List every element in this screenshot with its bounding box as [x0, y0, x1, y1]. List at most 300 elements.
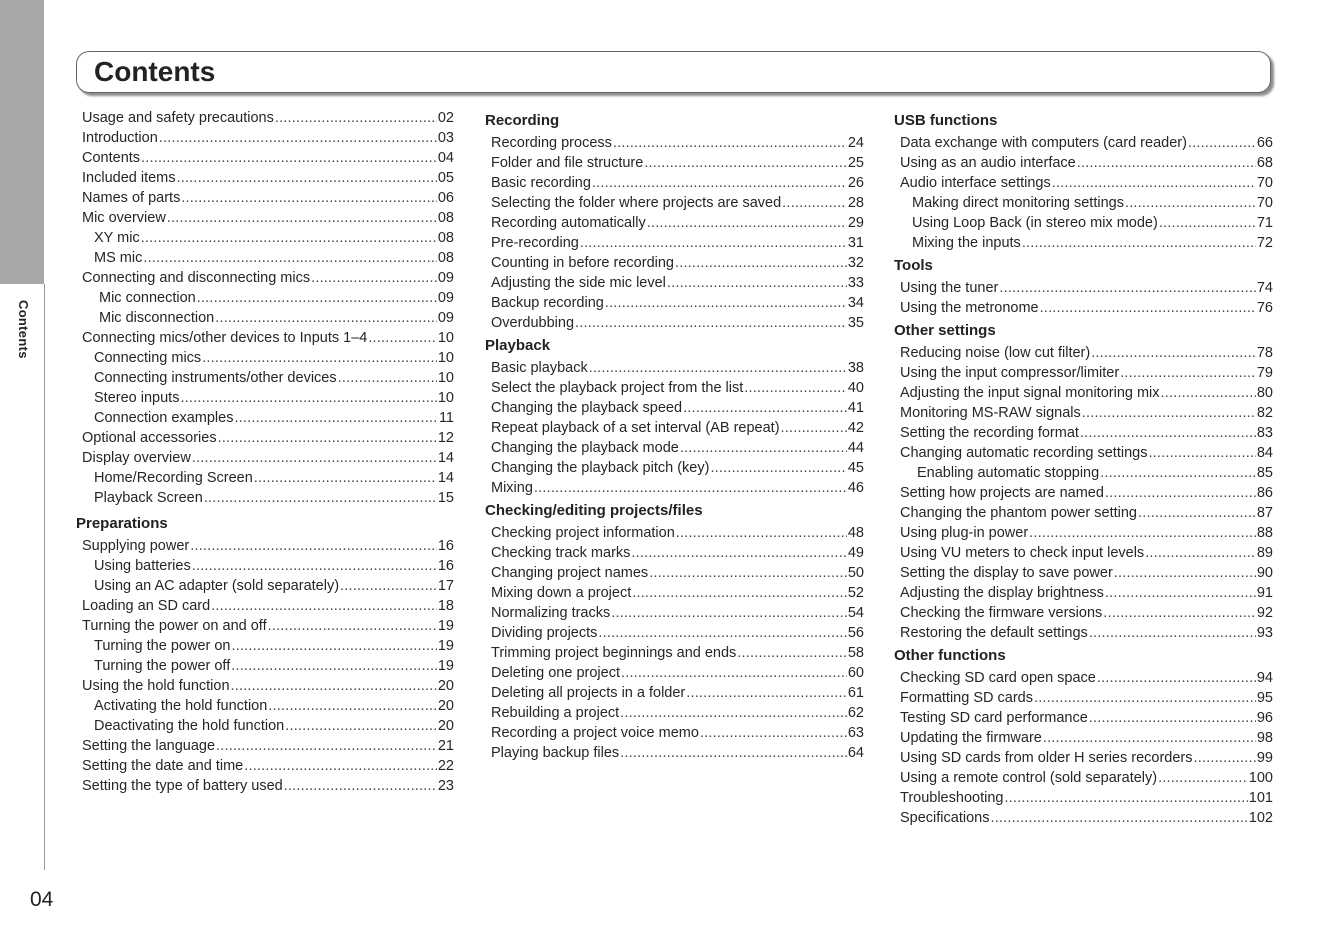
toc-entry-title: Using the hold function [82, 678, 230, 694]
toc-entry[interactable] [485, 525, 864, 545]
toc-entry-title: Using the tuner [900, 280, 999, 296]
toc-entry[interactable] [76, 558, 454, 578]
dot-leader [1004, 790, 1247, 806]
toc-entry-page: 16 [437, 538, 454, 554]
toc-entry[interactable] [485, 275, 864, 295]
toc-entry[interactable] [485, 625, 864, 645]
toc-entry-page: 86 [1256, 485, 1273, 501]
toc-entry[interactable] [485, 400, 864, 420]
toc-entry-title: Setting the language [82, 738, 216, 754]
toc-entry-page: 18 [437, 598, 454, 614]
toc-entry[interactable] [894, 485, 1273, 505]
toc-entry[interactable] [76, 330, 454, 350]
toc-entry-page: 74 [1256, 280, 1273, 296]
dot-leader [611, 605, 847, 621]
dot-leader [244, 758, 437, 774]
dot-leader [605, 295, 847, 311]
toc-entry[interactable] [76, 490, 454, 510]
toc-entry-title: Checking the firmware versions [900, 605, 1103, 621]
toc-entry[interactable] [485, 135, 864, 155]
dot-leader [204, 490, 437, 506]
dot-leader [159, 130, 437, 146]
toc-entry-title: Playback Screen [94, 490, 203, 506]
dot-leader [1148, 445, 1255, 461]
dot-leader [999, 280, 1256, 296]
toc-entry-page: 19 [437, 618, 454, 634]
toc-entry[interactable] [76, 190, 454, 210]
toc-entry[interactable] [894, 810, 1273, 830]
toc-entry-title: Rebuilding a project [491, 705, 620, 721]
dot-leader [218, 430, 437, 446]
toc-entry-title: Activating the hold function [94, 698, 268, 714]
toc-entry[interactable] [76, 350, 454, 370]
toc-entry-title: Connecting and disconnecting mics [82, 270, 311, 286]
toc-entry[interactable] [76, 150, 454, 170]
toc-entry-page: 71 [1256, 215, 1273, 231]
toc-entry-title: Playing backup files [491, 745, 620, 761]
dot-leader [181, 190, 437, 206]
dot-leader [675, 255, 847, 271]
toc-entry-title: Turning the power on and off [82, 618, 267, 634]
toc-entry[interactable] [485, 585, 864, 605]
toc-entry[interactable] [894, 405, 1273, 425]
section-heading: Preparations [76, 515, 168, 532]
dot-leader [1105, 485, 1256, 501]
dot-leader [1105, 585, 1256, 601]
dot-leader [141, 150, 437, 166]
toc-entry-page: 08 [437, 210, 454, 226]
toc-entry[interactable] [894, 525, 1273, 545]
toc-entry-page: 40 [847, 380, 864, 396]
toc-entry-title: Changing the playback speed [491, 400, 683, 416]
toc-entry-page: 31 [847, 235, 864, 251]
toc-entry-page: 70 [1256, 195, 1273, 211]
toc-entry-title: Deleting one project [491, 665, 620, 681]
toc-entry-page: 60 [847, 665, 864, 681]
toc-entry-title: Using an AC adapter (sold separately) [94, 578, 340, 594]
dot-leader [215, 310, 437, 326]
section-heading: Tools [894, 257, 933, 274]
dot-leader [710, 460, 846, 476]
toc-entry-page: 93 [1256, 625, 1273, 641]
toc-entry[interactable] [485, 215, 864, 235]
dot-leader [143, 250, 437, 266]
toc-entry[interactable] [894, 365, 1273, 385]
toc-entry-page: 02 [437, 110, 454, 126]
toc-entry[interactable] [485, 420, 864, 440]
toc-entry-title: MS mic [94, 250, 143, 266]
dot-leader [285, 718, 437, 734]
toc-entry-page: 09 [437, 290, 454, 306]
toc-entry-page: 03 [437, 130, 454, 146]
dot-leader [700, 725, 847, 741]
toc-entry[interactable] [894, 175, 1273, 195]
toc-entry-page: 08 [437, 230, 454, 246]
dot-leader [744, 380, 847, 396]
toc-entry-page: 33 [847, 275, 864, 291]
dot-leader [613, 135, 847, 151]
toc-entry-title: Connection examples [94, 410, 234, 426]
dot-leader [268, 698, 437, 714]
toc-entry-title: Mic disconnection [99, 310, 215, 326]
dot-leader [1022, 235, 1256, 251]
toc-entry-page: 76 [1256, 300, 1273, 316]
toc-entry[interactable] [76, 578, 454, 598]
toc-entry-page: 84 [1256, 445, 1273, 461]
toc-entry-title: Using Loop Back (in stereo mix mode) [912, 215, 1158, 231]
dot-leader [1158, 770, 1248, 786]
toc-entry[interactable] [76, 130, 454, 150]
toc-entry[interactable] [485, 360, 864, 380]
toc-entry-page: 21 [437, 738, 454, 754]
toc-entry[interactable] [485, 235, 864, 255]
toc-entry-title: Restoring the default settings [900, 625, 1088, 641]
toc-entry-page: 49 [847, 545, 864, 561]
toc-entry-title: Mixing the inputs [912, 235, 1021, 251]
toc-entry-page: 12 [437, 430, 454, 446]
toc-entry-title: Changing the playback mode [491, 440, 679, 456]
toc-entry-page: 100 [1248, 770, 1273, 786]
toc-entry-page: 20 [437, 718, 454, 734]
toc-entry-page: 17 [437, 578, 454, 594]
toc-entry[interactable] [894, 565, 1273, 585]
toc-entry[interactable] [76, 270, 454, 290]
toc-entry[interactable] [894, 770, 1273, 790]
toc-entry[interactable] [76, 618, 454, 638]
toc-entry-title: Using a remote control (sold separately) [900, 770, 1158, 786]
toc-entry-title: Adjusting the display brightness [900, 585, 1104, 601]
toc-entry-page: 58 [847, 645, 864, 661]
toc-entry-page: 80 [1256, 385, 1273, 401]
toc-entry[interactable] [894, 545, 1273, 565]
toc-entry[interactable] [485, 295, 864, 315]
toc-entry-title: Backup recording [491, 295, 604, 311]
dot-leader [598, 625, 846, 641]
section-heading: Checking/editing projects/files [485, 502, 703, 519]
toc-entry[interactable] [894, 505, 1273, 525]
dot-leader [667, 275, 847, 291]
toc-entry[interactable] [894, 465, 1273, 485]
toc-entry-page: 04 [437, 150, 454, 166]
toc-entry[interactable] [894, 605, 1273, 625]
dot-leader [781, 420, 847, 436]
dot-leader [202, 350, 437, 366]
toc-entry-title: Mic connection [99, 290, 196, 306]
toc-entry[interactable] [894, 280, 1273, 300]
toc-entry-page: 32 [847, 255, 864, 271]
toc-entry[interactable] [76, 230, 454, 250]
toc-entry[interactable] [894, 710, 1273, 730]
toc-entry[interactable] [76, 638, 454, 658]
dot-leader [284, 778, 437, 794]
toc-entry-page: 35 [847, 315, 864, 331]
dot-leader [1077, 155, 1256, 171]
toc-entry-page: 95 [1256, 690, 1273, 706]
toc-entry[interactable] [894, 300, 1273, 320]
toc-entry[interactable] [76, 370, 454, 390]
toc-entry[interactable] [76, 390, 454, 410]
toc-entry-title: Enabling automatic stopping [917, 465, 1100, 481]
toc-entry-page: 56 [847, 625, 864, 641]
toc-entry[interactable] [76, 678, 454, 698]
toc-entry-title: Supplying power [82, 538, 190, 554]
toc-entry[interactable] [894, 445, 1273, 465]
toc-entry[interactable] [485, 745, 864, 765]
toc-entry-title: Introduction [82, 130, 158, 146]
toc-entry[interactable] [894, 585, 1273, 605]
toc-entry[interactable] [894, 750, 1273, 770]
toc-entry-page: 87 [1256, 505, 1273, 521]
section-heading: Other functions [894, 647, 1006, 664]
toc-entry[interactable] [485, 665, 864, 685]
toc-entry-title: Connecting mics [94, 350, 202, 366]
dot-leader [141, 230, 437, 246]
toc-entry[interactable] [76, 698, 454, 718]
toc-entry[interactable] [76, 430, 454, 450]
toc-entry[interactable] [894, 195, 1273, 215]
toc-entry[interactable] [894, 215, 1273, 235]
dot-leader [1091, 345, 1256, 361]
dot-leader [1080, 425, 1256, 441]
toc-entry[interactable] [485, 645, 864, 665]
toc-entry-title: Using the metronome [900, 300, 1039, 316]
toc-entry-page: 54 [847, 605, 864, 621]
section-heading: Other settings [894, 322, 996, 339]
toc-entry-page: 92 [1256, 605, 1273, 621]
toc-entry[interactable] [485, 175, 864, 195]
dot-leader [649, 565, 847, 581]
dot-leader [680, 440, 847, 456]
toc-entry[interactable] [894, 385, 1273, 405]
toc-entry-page: 42 [847, 420, 864, 436]
toc-entry[interactable] [76, 658, 454, 678]
dot-leader [620, 745, 847, 761]
toc-entry[interactable] [76, 310, 454, 330]
toc-entry-page: 45 [847, 460, 864, 476]
side-tab-label: Contents [16, 300, 31, 359]
toc-entry[interactable] [76, 598, 454, 618]
dot-leader [232, 638, 437, 654]
dot-leader [1194, 750, 1256, 766]
dot-leader [338, 370, 437, 386]
toc-entry[interactable] [894, 135, 1273, 155]
toc-entry-page: 28 [847, 195, 864, 211]
dot-leader [683, 400, 847, 416]
toc-entry-title: Usage and safety precautions [82, 110, 274, 126]
toc-entry-page: 25 [847, 155, 864, 171]
toc-entry-page: 82 [1256, 405, 1273, 421]
toc-entry[interactable] [76, 210, 454, 230]
toc-entry-page: 61 [847, 685, 864, 701]
toc-entry-page: 05 [437, 170, 454, 186]
dot-leader [647, 215, 847, 231]
toc-entry[interactable] [76, 758, 454, 778]
dot-leader [234, 410, 437, 426]
toc-entry[interactable] [485, 460, 864, 480]
toc-entry-page: 72 [1256, 235, 1273, 251]
toc-entry[interactable] [485, 565, 864, 585]
toc-entry-page: 20 [437, 698, 454, 714]
toc-entry[interactable] [894, 155, 1273, 175]
section-heading: USB functions [894, 112, 998, 129]
dot-leader [575, 315, 847, 331]
toc-entry-title: Changing automatic recording settings [900, 445, 1148, 461]
toc-entry[interactable] [894, 625, 1273, 645]
toc-entry-title: Recording automatically [491, 215, 646, 231]
toc-entry-title: Pre-recording [491, 235, 579, 251]
toc-entry[interactable] [76, 170, 454, 190]
toc-entry[interactable] [485, 705, 864, 725]
dot-leader [177, 170, 437, 186]
toc-entry[interactable] [485, 685, 864, 705]
toc-entry-title: Basic recording [491, 175, 591, 191]
toc-entry[interactable] [485, 380, 864, 400]
dot-leader [268, 618, 437, 634]
toc-entry-page: 09 [437, 270, 454, 286]
toc-entry[interactable] [485, 255, 864, 275]
toc-entry-title: Using SD cards from older H series recorders [900, 750, 1193, 766]
toc-entry[interactable] [894, 345, 1273, 365]
dot-leader [534, 480, 847, 496]
toc-entry-title: Formatting SD cards [900, 690, 1033, 706]
toc-entry[interactable] [485, 545, 864, 565]
toc-entry[interactable] [76, 110, 454, 130]
dot-leader [621, 665, 847, 681]
dot-leader [1125, 195, 1256, 211]
toc-entry-title: Deactivating the hold function [94, 718, 285, 734]
toc-entry[interactable] [485, 315, 864, 335]
toc-entry[interactable] [894, 790, 1273, 810]
toc-entry-page: 23 [437, 778, 454, 794]
dot-leader [620, 705, 847, 721]
toc-column-2 [485, 110, 864, 765]
toc-entry[interactable] [894, 690, 1273, 710]
toc-entry-title: XY mic [94, 230, 140, 246]
toc-entry-page: 88 [1256, 525, 1273, 541]
dot-leader [190, 538, 437, 554]
dot-leader [254, 470, 437, 486]
toc-entry-title: Mixing down a project [491, 585, 632, 601]
section-heading: Recording [485, 112, 560, 129]
toc-entry-title: Connecting instruments/other devices [94, 370, 337, 386]
toc-entry-title: Turning the power off [94, 658, 231, 674]
toc-entry-title: Using VU meters to check input levels [900, 545, 1145, 561]
toc-entry-page: 52 [847, 585, 864, 601]
toc-entry[interactable] [76, 738, 454, 758]
toc-entry-title: Counting in before recording [491, 255, 674, 271]
toc-entry-page: 06 [437, 190, 454, 206]
toc-entry[interactable] [485, 605, 864, 625]
toc-entry[interactable] [76, 410, 454, 430]
toc-entry-page: 78 [1256, 345, 1273, 361]
title-banner [76, 51, 1271, 93]
dot-leader [1103, 605, 1256, 621]
dot-leader [211, 598, 437, 614]
toc-entry-page: 63 [847, 725, 864, 741]
toc-entry-title: Setting the date and time [82, 758, 244, 774]
toc-entry-title: Folder and file structure [491, 155, 644, 171]
toc-entry-title: Mixing [491, 480, 533, 496]
dot-leader [197, 290, 437, 306]
toc-entry[interactable] [485, 725, 864, 745]
toc-entry[interactable] [485, 480, 864, 500]
toc-entry[interactable] [76, 718, 454, 738]
toc-entry-title: Select the playback project from the list [491, 380, 744, 396]
toc-entry-page: 22 [437, 758, 454, 774]
dot-leader [589, 360, 847, 376]
toc-entry-title: Adjusting the input signal monitoring mix [900, 385, 1160, 401]
toc-entry-page: 16 [437, 558, 454, 574]
toc-entry-title: Overdubbing [491, 315, 575, 331]
toc-entry-title: Included items [82, 170, 176, 186]
toc-entry-title: Repeat playback of a set interval (AB repeat) [491, 420, 780, 436]
toc-entry-title: Basic playback [491, 360, 588, 376]
dot-leader [1097, 670, 1256, 686]
toc-entry-title: Data exchange with computers (card reader) [900, 135, 1187, 151]
toc-entry[interactable] [485, 440, 864, 460]
toc-entry-title: Dividing projects [491, 625, 598, 641]
dot-leader [231, 658, 437, 674]
dot-leader [1089, 625, 1256, 641]
toc-entry[interactable] [76, 538, 454, 558]
toc-entry-title: Deleting all projects in a folder [491, 685, 686, 701]
page-number: 04 [30, 888, 54, 911]
toc-entry[interactable] [894, 235, 1273, 255]
toc-entry-title: Audio interface settings [900, 175, 1051, 191]
dot-leader [1138, 505, 1256, 521]
dot-leader [311, 270, 437, 286]
dot-leader [167, 210, 437, 226]
toc-entry-title: Display overview [82, 450, 191, 466]
toc-entry-title: Reducing noise (low cut filter) [900, 345, 1091, 361]
toc-entry[interactable] [485, 155, 864, 175]
toc-entry-page: 41 [847, 400, 864, 416]
toc-entry[interactable] [894, 670, 1273, 690]
toc-entry[interactable] [76, 450, 454, 470]
toc-entry-title: Turning the power on [94, 638, 231, 654]
dot-leader [1029, 525, 1256, 541]
toc-entry[interactable] [76, 778, 454, 798]
dot-leader [231, 678, 437, 694]
toc-entry-page: 96 [1256, 710, 1273, 726]
toc-entry-title: Adjusting the side mic level [491, 275, 666, 291]
toc-entry-title: Mic overview [82, 210, 166, 226]
toc-entry[interactable] [76, 250, 454, 270]
toc-entry-title: Optional accessories [82, 430, 217, 446]
toc-entry-title: Setting the type of battery used [82, 778, 283, 794]
toc-entry-page: 46 [847, 480, 864, 496]
toc-entry[interactable] [76, 290, 454, 310]
toc-entry[interactable] [894, 425, 1273, 445]
dot-leader [192, 558, 437, 574]
toc-entry[interactable] [894, 730, 1273, 750]
toc-entry-title: Names of parts [82, 190, 181, 206]
dot-leader [1161, 385, 1256, 401]
dot-leader [1082, 405, 1256, 421]
dot-leader [1114, 565, 1256, 581]
toc-entry-page: 19 [437, 638, 454, 654]
toc-entry-page: 83 [1256, 425, 1273, 441]
toc-entry-title: Monitoring MS-RAW signals [900, 405, 1081, 421]
toc-entry[interactable] [76, 470, 454, 490]
toc-entry[interactable] [485, 195, 864, 215]
toc-entry-page: 38 [847, 360, 864, 376]
toc-column-1 [76, 110, 454, 798]
toc-entry-title: Testing SD card performance [900, 710, 1088, 726]
dot-leader [1120, 365, 1256, 381]
toc-entry-page: 14 [437, 450, 454, 466]
dot-leader [1040, 300, 1256, 316]
